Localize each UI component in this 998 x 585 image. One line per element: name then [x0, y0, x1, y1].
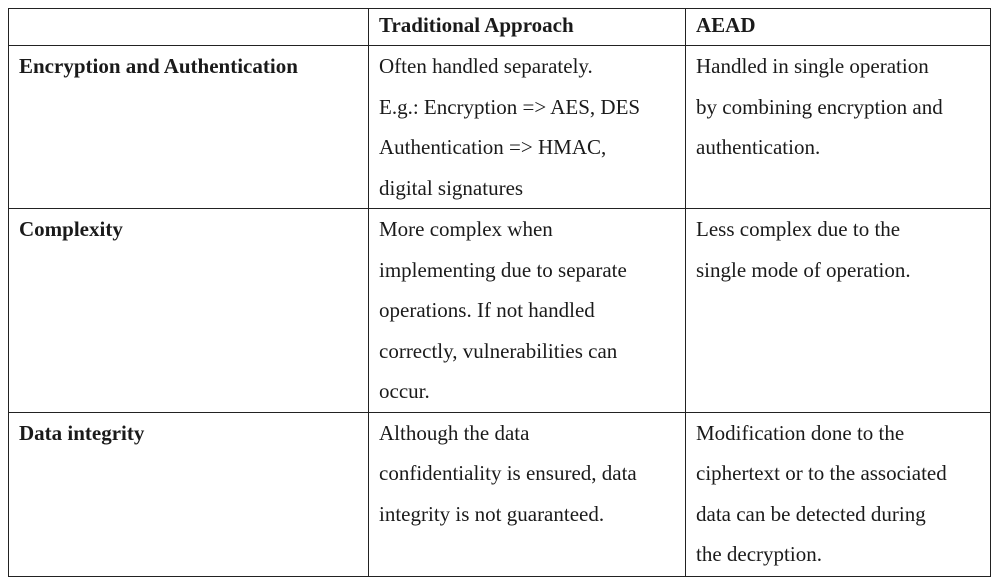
header-cell-empty — [9, 9, 369, 46]
text-line: Often handled separately. — [379, 54, 593, 78]
aead-cell — [686, 209, 991, 413]
text-line: Authentication => HMAC, — [379, 135, 607, 159]
table-header-row — [9, 9, 991, 46]
text-line: integrity is not guaranteed. — [379, 501, 605, 526]
text-line: the decryption. — [696, 542, 822, 566]
text-line: Although the data — [379, 420, 530, 445]
table-row — [9, 209, 991, 413]
text-line: ciphertext or to the associated — [696, 461, 947, 485]
text-line: occur. — [379, 379, 430, 403]
row-label-cell: Data integrity — [9, 412, 369, 576]
table-row — [9, 412, 991, 576]
text-line: single mode of operation. — [696, 257, 911, 282]
text-line: implementing due to separate — [379, 257, 627, 282]
text-line: Handled in single operation — [696, 54, 929, 78]
aead-cell — [686, 46, 991, 209]
comparison-table — [8, 8, 991, 577]
header-cell-traditional: Traditional Approach — [369, 9, 686, 46]
text-line: Modification done to the — [696, 420, 905, 445]
text-line: data can be detected during — [696, 501, 926, 526]
traditional-cell — [369, 209, 686, 413]
aead-cell — [686, 412, 991, 576]
text-line: More complex when — [379, 217, 553, 241]
row-label-cell: Complexity — [9, 209, 369, 413]
traditional-cell — [369, 412, 686, 576]
text-line: operations. If not handled — [379, 298, 595, 322]
text-line: by combining encryption and — [696, 94, 943, 119]
text-line: digital signatures — [379, 175, 524, 200]
text-line: correctly, vulnerabilities can — [379, 338, 618, 363]
text-line: E.g.: Encryption => AES, DES — [379, 94, 641, 119]
traditional-cell — [369, 46, 686, 209]
text-line: authentication. — [696, 135, 821, 159]
text-line: Less complex due to the — [696, 217, 901, 241]
row-label-cell: Encryption and Authentication — [9, 46, 369, 209]
table-row — [9, 46, 991, 209]
header-cell-aead: AEAD — [686, 9, 991, 46]
text-line: confidentiality is ensured, data — [379, 461, 637, 485]
